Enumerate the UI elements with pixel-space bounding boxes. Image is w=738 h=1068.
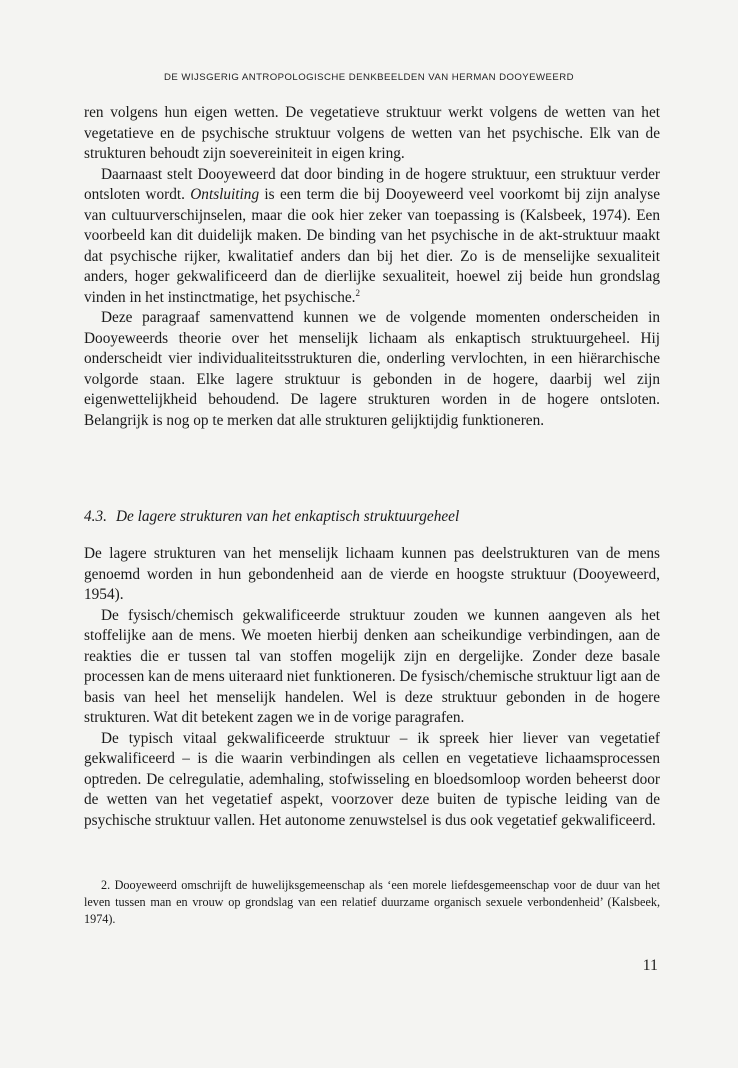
body-text-upper xyxy=(84,103,660,431)
page-number: 11 xyxy=(642,957,658,974)
paragraph: Deze paragraaf samenvattend kunnen we de volgende momenten onderscheiden in Dooyeweerds theorie over het menselijk lichaam als enkaptisch struktuurgeheel. Hij onderscheidt vier individualiteitsstrukturen die, onderling vervlochten, in een hiërarchische volgorde staan. Elke lagere struktuur is gebonden in de hogere, daarbij wel zijn eigenwettelijkheid behoudend. De lagere strukturen worden in de hogere ontsloten. Belangrijk is nog op te merken dat alle strukturen gelijktijdig funktioneren. xyxy=(84,309,660,429)
emphasized-term: Ontsluiting xyxy=(190,186,260,203)
paragraph: De typisch vitaal gekwalificeerde struktuur – ik spreek hier liever van vegetatief gekwalificeerd – is die waarin verbindingen als cellen en vegetatieve lichaamsprocessen optreden. De celregulatie, ademhaling, stofwisseling en bloedsomloop worden beheerst door de wetten van het vegetatief aspekt, voorzover deze buiten de typische leiding van de psychische struktuur vallen. Het autonome zenuwstelsel is dus ook vegetatief gekwalificeerd. xyxy=(84,729,660,829)
section-title: De lagere strukturen van het enkaptisch struktuurgeheel xyxy=(115,508,460,525)
paragraph xyxy=(84,165,660,309)
footnote-text: 2. Dooyeweerd omschrijft de huwelijksgemeenschap als ‘een morele liefdesgemeenschap voor de duur van het leven tussen man en vrouw op grondslag van een relatief duurzame organisch sexuele verbondenheid’ (Kalsbeek, 1974). xyxy=(84,878,660,926)
paragraph-text: Daarnaast stelt Dooyeweerd dat door binding in de hogere struktuur, een struktuur verder ontsloten wordt. xyxy=(84,165,660,203)
section-heading xyxy=(84,508,660,526)
body-text-lower xyxy=(84,544,660,831)
paragraph: De lagere strukturen van het menselijk lichaam kunnen pas deelstrukturen van de mens genoemd worden in hun gebondenheid aan de vierde en hoogste struktuur (Dooyeweerd, 1954). xyxy=(84,545,660,603)
paragraph: De fysisch/chemisch gekwalificeerde struktuur zouden we kunnen aangeven als het stoffelijke aan de mens. We moeten hierbij denken aan scheikundige verbindingen, aan de reakties die er tussen tal van stoffen mogelijk zijn en dergelijke. Zonder deze basale processen kan de mens uiteraard niet funktioneren. De fysisch/chemische struktuur ligt aan de basis van heel het menselijk handelen. Wel is deze struktuur gebonden in de hogere strukturen. Wat dit betekent zagen we in de vorige paragrafen. xyxy=(84,606,660,726)
running-head: DE WIJSGERIG ANTROPOLOGISCHE DENKBEELDEN VAN HERMAN DOOYEWEERD xyxy=(164,72,574,83)
section-number: 4.3. xyxy=(84,508,107,525)
paragraph: ren volgens hun eigen wetten. De vegetatieve struktuur werkt volgens de wetten van het vegetatieve en de psychische struktuur volgens de wetten van het psychische. Elk van de strukturen behoudt zijn soevereiniteit in eigen kring. xyxy=(84,104,660,162)
footnote-reference: 2 xyxy=(355,287,360,298)
footnote xyxy=(84,877,660,927)
paragraph-text: is een term die bij Dooyeweerd veel voorkomt bij zijn analyse van cultuurverschijnselen, maar die ook hier zeker van toepassing is (Kalsbeek, 1974). Een voorbeeld kan dit duidelijk maken. De binding van het psychische in de akt-struktuur maakt dat psychische rijker, kwalitatief anders dan bij het dier. Zo is de menselijke sexualiteit anders, hoger gekwalificeerd dan de dierlijke sexualiteit, hoewel zij beide hun grondslag vinden in het instinctmatige, het psychische. xyxy=(84,186,660,306)
